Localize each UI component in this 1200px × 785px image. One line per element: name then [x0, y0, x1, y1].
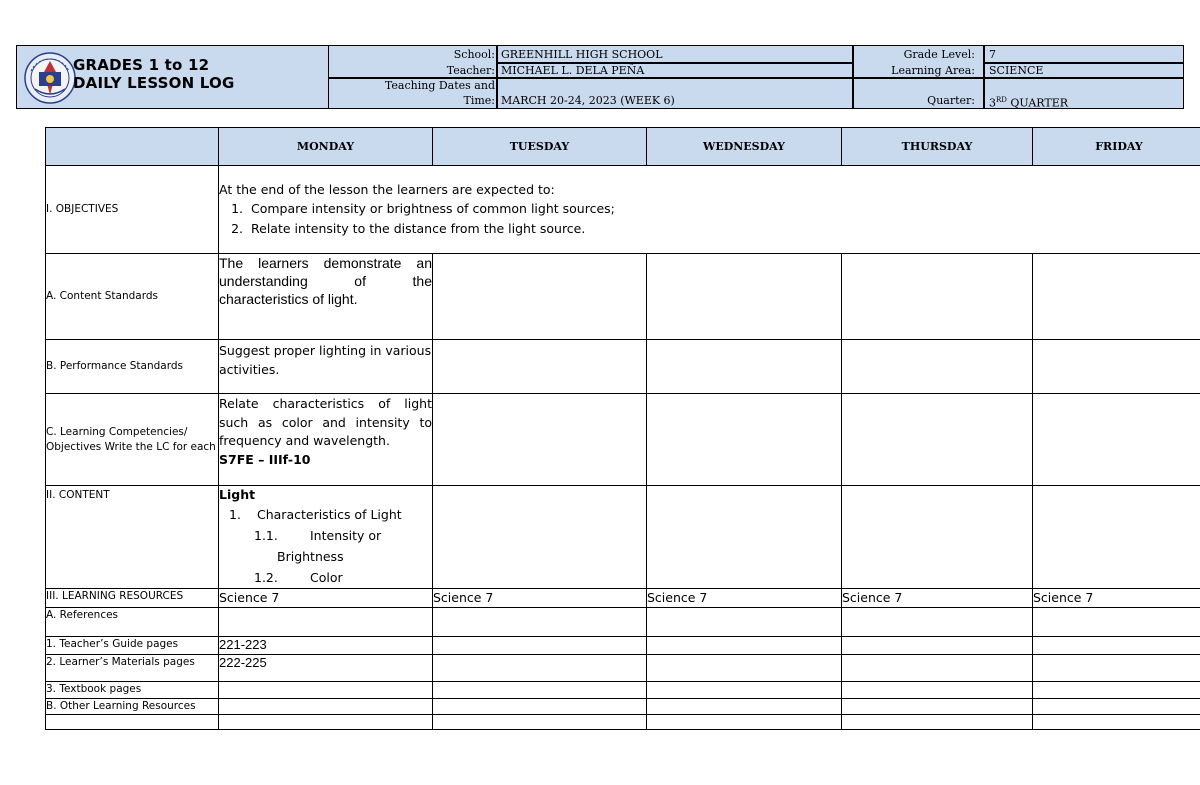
quarter-word: QUARTER: [1006, 96, 1069, 110]
teachers-guide-friday: [1033, 637, 1200, 655]
learners-materials-tuesday: [433, 655, 647, 682]
other-resources-thursday: [842, 699, 1033, 715]
textbook-wednesday: [647, 682, 842, 699]
references-tuesday: [433, 608, 647, 637]
title-line-2: DAILY LESSON LOG: [73, 74, 235, 92]
textbook-tuesday: [433, 682, 647, 699]
objectives-intro: At the end of the lesson the learners are expected to:: [219, 182, 555, 197]
school-label: School:: [453, 48, 495, 61]
teaching-dates-label-1: Teaching Dates and: [384, 79, 495, 92]
performance-standards-tuesday: [433, 340, 647, 394]
content-standards-tuesday: [433, 254, 647, 340]
content-thursday: [842, 486, 1033, 589]
performance-standards-friday: [1033, 340, 1200, 394]
day-tuesday: TUESDAY: [433, 128, 647, 166]
learning-area-label: Learning Area:: [891, 64, 975, 77]
header-title-block: [17, 46, 329, 108]
teachers-guide-monday: 221-223: [219, 637, 433, 655]
lesson-log-header: [16, 45, 1184, 109]
learning-resources-tuesday: Science 7: [433, 589, 647, 608]
teacher-label: Teacher:: [446, 64, 495, 77]
competencies-label: C. Learning Competencies/ Objectives Write the LC for each: [46, 394, 219, 486]
competency-code: S7FE – IIIf-10: [219, 451, 311, 467]
teachers-guide-tuesday: [433, 637, 647, 655]
references-monday: [219, 608, 433, 637]
teacher-value: MICHAEL L. DELA PEÑA: [501, 64, 645, 77]
content-subitem-1-cont: Brightness: [277, 549, 344, 564]
content-standards-wednesday: [647, 254, 842, 340]
performance-standards-wednesday: [647, 340, 842, 394]
textbook-label: 3. Textbook pages: [46, 682, 219, 699]
learners-materials-monday: 222-225: [219, 655, 433, 682]
blank-cell: [433, 715, 647, 730]
content-label: II. CONTENT: [46, 486, 219, 589]
content-item-1: 1. Characteristics of Light: [229, 507, 402, 522]
content-wednesday: [647, 486, 842, 589]
quarter-label: Quarter:: [927, 94, 975, 107]
competencies-monday: [219, 394, 433, 486]
content-standards-monday: The learners demonstrate an understanding of the characteristics of light.: [219, 254, 433, 340]
quarter-suffix: RD: [996, 96, 1007, 104]
learners-materials-thursday: [842, 655, 1033, 682]
school-value: GREENHILL HIGH SCHOOL: [501, 48, 663, 61]
references-row: [46, 608, 1200, 637]
learning-area-value: SCIENCE: [989, 64, 1044, 77]
blank-cell: [1033, 715, 1200, 730]
references-thursday: [842, 608, 1033, 637]
teaching-dates-value: MARCH 20-24, 2023 (WEEK 6): [501, 94, 675, 107]
corner-cell: [46, 128, 219, 166]
day-thursday: THURSDAY: [842, 128, 1033, 166]
content-standards-thursday: [842, 254, 1033, 340]
blank-cell: [647, 715, 842, 730]
learning-resources-friday: Science 7: [1033, 589, 1200, 608]
learners-materials-friday: [1033, 655, 1200, 682]
performance-standards-monday: Suggest proper lighting in various activities.: [219, 340, 433, 394]
grade-level-value: 7: [989, 48, 996, 61]
objectives-list: [219, 200, 1200, 239]
textbook-thursday: [842, 682, 1033, 699]
competencies-friday: [1033, 394, 1200, 486]
objectives-row: [46, 166, 1200, 254]
other-resources-tuesday: [433, 699, 647, 715]
content-friday: [1033, 486, 1200, 589]
learning-resources-row: [46, 589, 1200, 608]
content-row: [46, 486, 1200, 589]
teachers-guide-label: 1. Teacher’s Guide pages: [46, 637, 219, 655]
content-subitem-1: 1.1. Intensity or: [254, 528, 382, 543]
day-friday: FRIDAY: [1033, 128, 1200, 166]
learning-resources-thursday: Science 7: [842, 589, 1033, 608]
teachers-guide-row: [46, 637, 1200, 655]
other-resources-label: B. Other Learning Resources: [46, 699, 219, 715]
blank-cell: [219, 715, 433, 730]
learning-resources-monday: Science 7: [219, 589, 433, 608]
teaching-dates-label-2: Time:: [463, 94, 495, 107]
learning-resources-label: III. LEARNING RESOURCES: [46, 589, 219, 608]
textbook-row: [46, 682, 1200, 699]
day-monday: MONDAY: [219, 128, 433, 166]
content-title: Light: [219, 487, 256, 502]
teachers-guide-wednesday: [647, 637, 842, 655]
learners-materials-label: 2. Learner’s Materials pages: [46, 655, 219, 682]
other-resources-row: [46, 699, 1200, 715]
content-standards-row: [46, 254, 1200, 340]
references-friday: [1033, 608, 1200, 637]
textbook-monday: [219, 682, 433, 699]
teachers-guide-thursday: [842, 637, 1033, 655]
lesson-log-table: [45, 127, 1200, 730]
objectives-label: I. OBJECTIVES: [46, 166, 219, 254]
learning-resources-wednesday: Science 7: [647, 589, 842, 608]
content-subitem-2: 1.2. Color: [254, 570, 343, 585]
header-info-grid: [329, 46, 1183, 108]
other-resources-monday: [219, 699, 433, 715]
objective-item: 2. Relate intensity to the distance from the light source.: [231, 221, 586, 236]
quarter-value: [989, 94, 1068, 110]
competencies-tuesday: [433, 394, 647, 486]
learners-materials-row: [46, 655, 1200, 682]
blank-cell: [46, 715, 219, 730]
deped-seal-icon: [23, 51, 77, 105]
blank-row: [46, 715, 1200, 730]
competencies-wednesday: [647, 394, 842, 486]
competencies-row: [46, 394, 1200, 486]
content-standards-label: A. Content Standards: [46, 254, 219, 340]
objectives-cell: [219, 166, 1200, 254]
performance-standards-thursday: [842, 340, 1033, 394]
other-resources-friday: [1033, 699, 1200, 715]
competency-text: Relate characteristics of light such as color and intensity to frequency and wavelength.: [219, 396, 432, 448]
other-resources-wednesday: [647, 699, 842, 715]
quarter-number: 3: [989, 96, 996, 110]
content-monday: [219, 486, 433, 589]
header-title: [73, 56, 235, 92]
day-header-row: [46, 128, 1200, 166]
references-wednesday: [647, 608, 842, 637]
performance-standards-label: B. Performance Standards: [46, 340, 219, 394]
learners-materials-wednesday: [647, 655, 842, 682]
textbook-friday: [1033, 682, 1200, 699]
competencies-thursday: [842, 394, 1033, 486]
blank-cell: [842, 715, 1033, 730]
content-tuesday: [433, 486, 647, 589]
title-line-1: GRADES 1 to 12: [73, 56, 210, 74]
references-label: A. References: [46, 608, 219, 637]
grade-level-label: Grade Level:: [903, 48, 975, 61]
content-standards-friday: [1033, 254, 1200, 340]
performance-standards-row: [46, 340, 1200, 394]
day-wednesday: WEDNESDAY: [647, 128, 842, 166]
objective-item: 1. Compare intensity or brightness of common light sources;: [231, 200, 615, 216]
